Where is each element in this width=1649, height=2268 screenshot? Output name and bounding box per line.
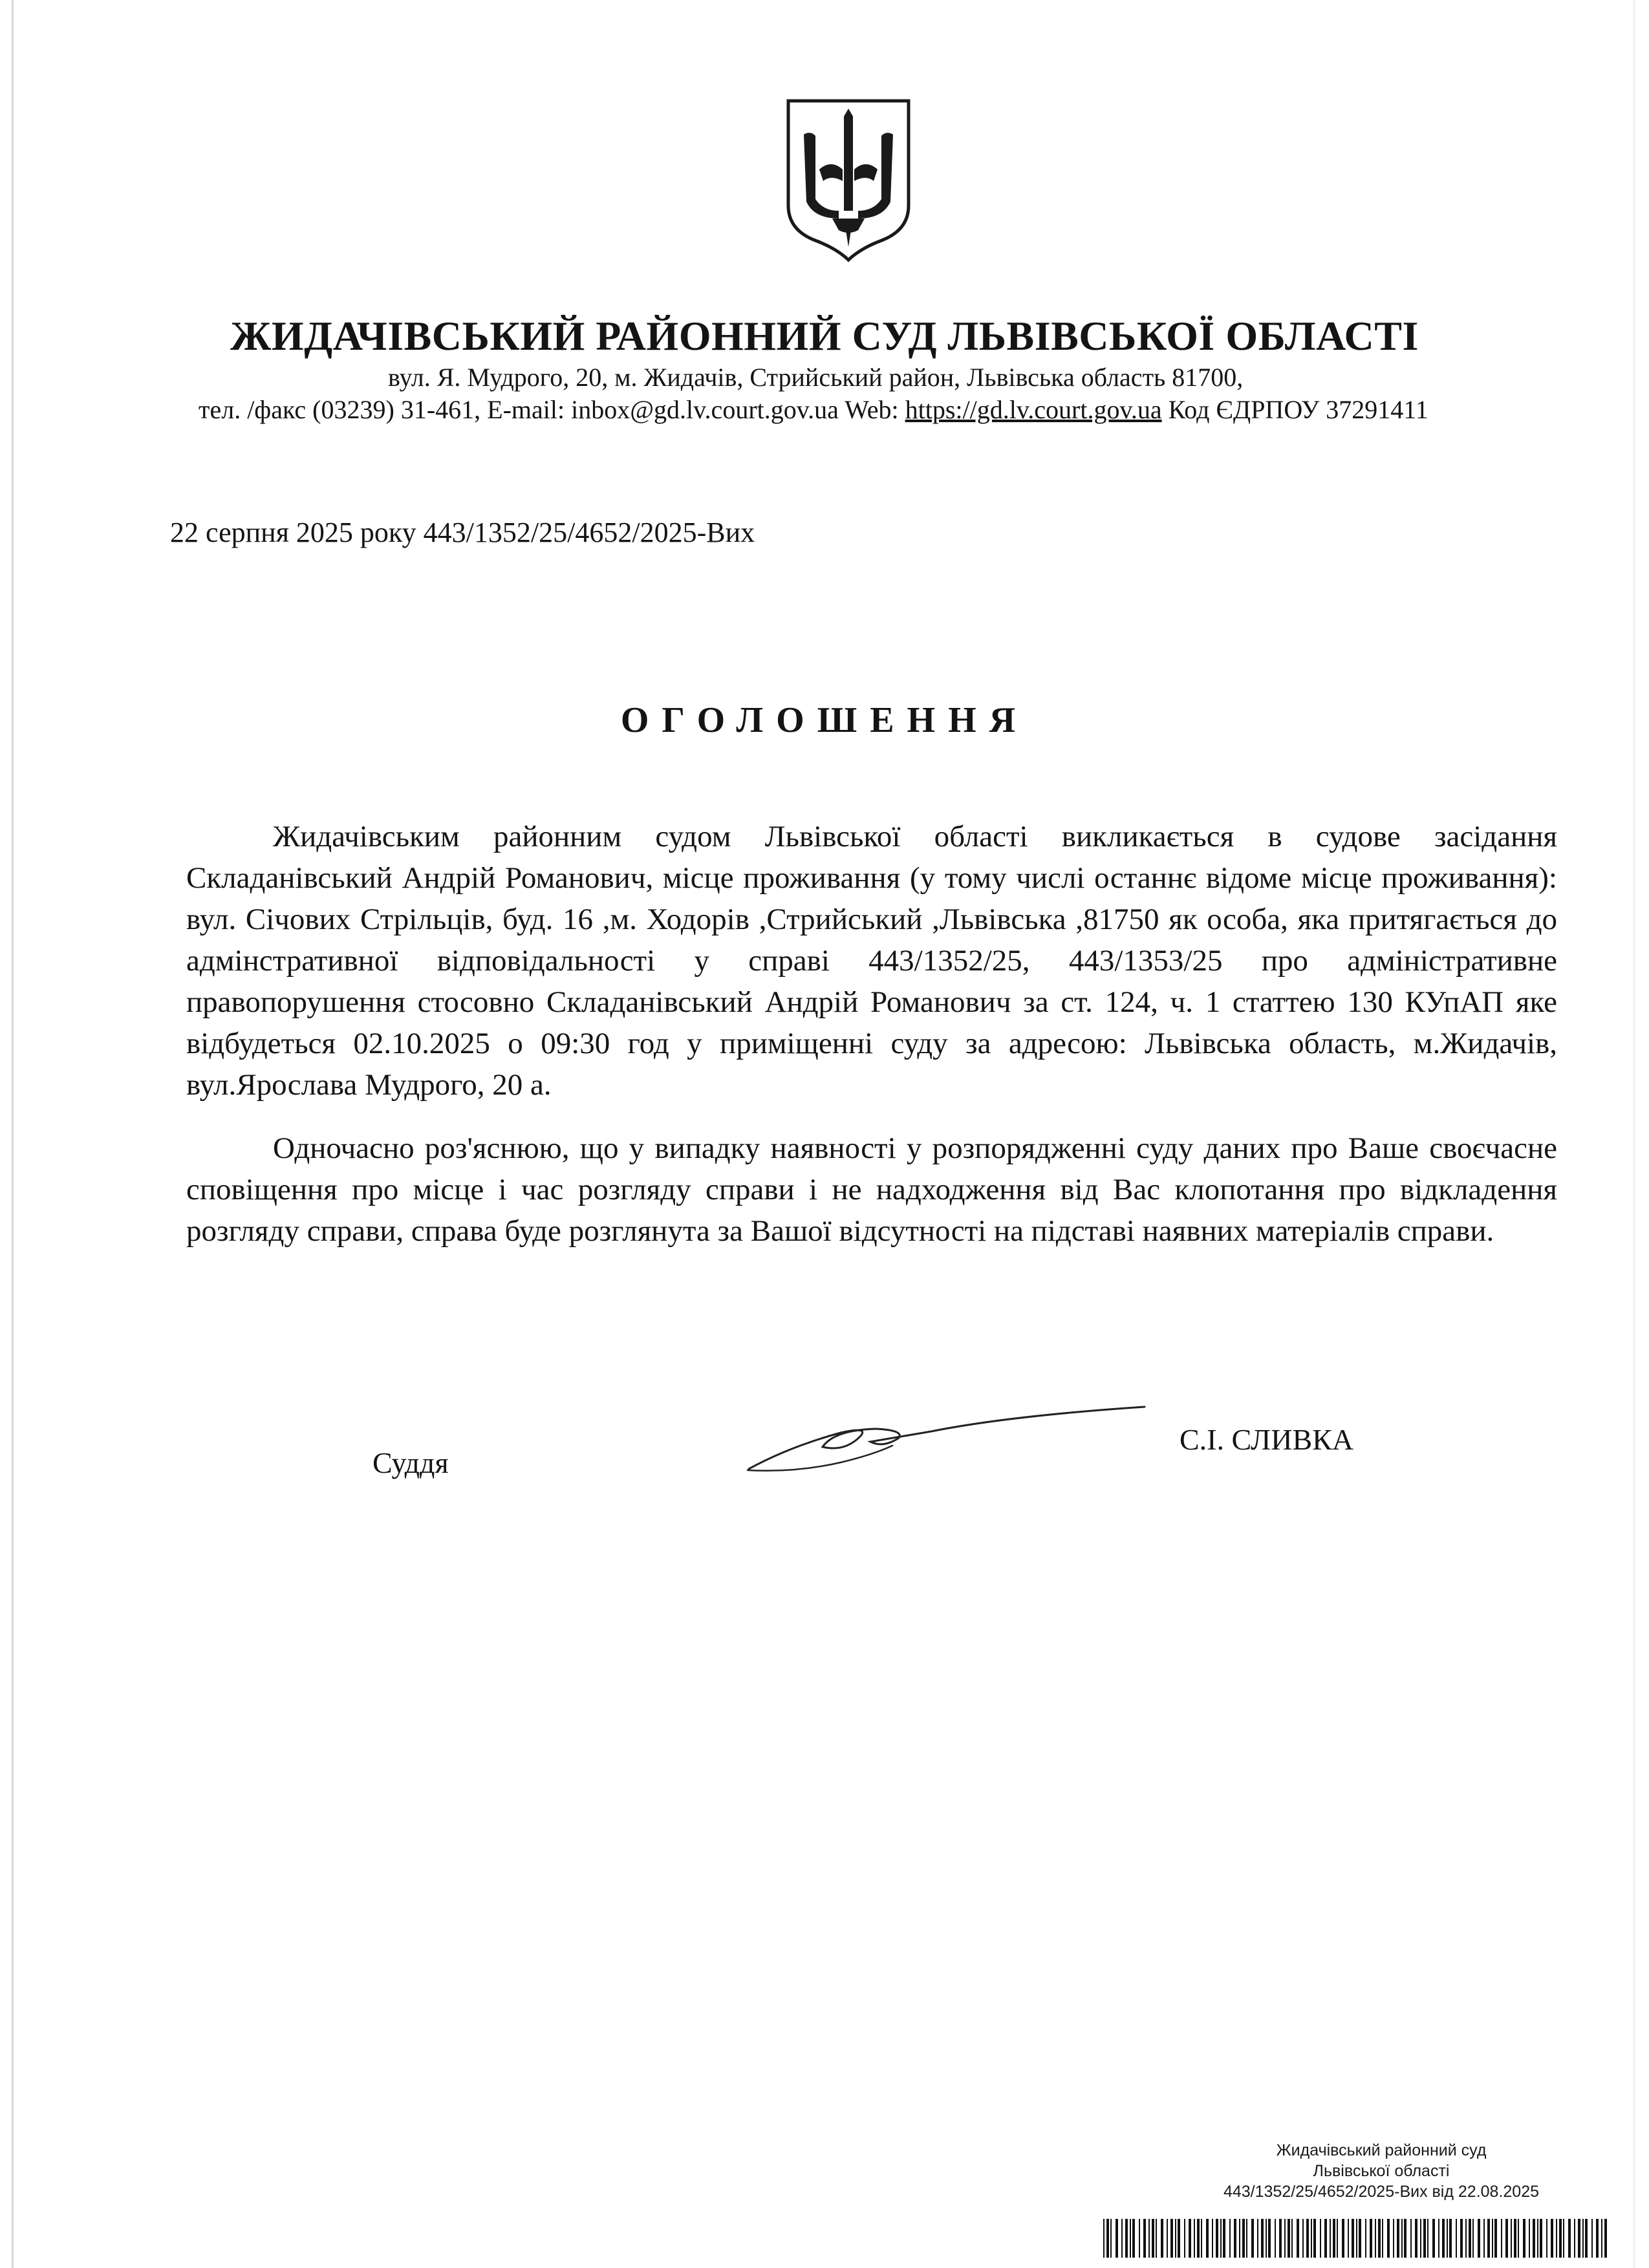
judge-name: С.І. СЛИВКА [1180, 1423, 1354, 1456]
barcode [1103, 2219, 1608, 2258]
body-paragraph-notice: Одночасно роз'яснюю, що у випадку наявності у розпорядженні суду даних про Ваше своєчасне сповіщення про місце і час розгляду справи і не надходження від Вас клопотання про відкладення розгляду справи, справа буде розглянута за Вашої відсутності на підставі наявних матеріалів справи. [186, 1131, 1557, 1248]
stamp-line-court: Жидачівський районний суд [1276, 2141, 1487, 2159]
edrpou-code: Код ЄДРПОУ 37291411 [1161, 395, 1428, 424]
body-paragraph-summons: Жидачівським районним судом Львівської області викликається в судове засідання Складанівський Андрій Романович, місце проживання (у тому числі останнє відоме місце проживання): вул. Січових Стрільців, буд. 16 ,м. Ходорів ,Стрийський ,Львівська ,81750 як особа, яка притягається до адмінстративної відповідальності у справі 443/1352/25, 443/1353/25 про адміністративне правопорушення стосовно Складанівський Андрій Романович за ст. 124, ч. 1 статтею 130 КУпАП яке відбудеться 02.10.2025 о 09:30 год у приміщенні суду за адресою: Львівська область, м.Жидачів, вул.Ярослава Мудрого, 20 а. [186, 820, 1557, 1102]
judge-role: Суддя [372, 1446, 449, 1479]
stamp-line-region: Львівської області [1313, 2162, 1450, 2180]
court-address: вул. Я. Мудрого, 20, м. Жидачів, Стрийський район, Львівська область 81700, [388, 363, 1244, 392]
court-name: ЖИДАЧІВСЬКИЙ РАЙОННИЙ СУД ЛЬВІВСЬКОЇ ОБЛАСТІ [230, 313, 1419, 359]
registration-stamp [1136, 2140, 1627, 2202]
stamp-line-reference: 443/1352/25/4652/2025-Вих від 22.08.2025 [1223, 2183, 1540, 2201]
phone-email-text: тел. /факс (03239) 31-461, E-mail: inbox@gd.lv.court.gov.ua Web: [199, 395, 905, 424]
court-website-link[interactable]: https://gd.lv.court.gov.ua [905, 395, 1162, 424]
document-title: ОГОЛОШЕННЯ [620, 700, 1029, 740]
outgoing-reference: 22 серпня 2025 року 443/1352/25/4652/2025-Вих [170, 517, 755, 548]
handwritten-signature [737, 1390, 1151, 1487]
coat-of-arms-icon [784, 97, 912, 264]
court-contacts [199, 394, 1428, 425]
